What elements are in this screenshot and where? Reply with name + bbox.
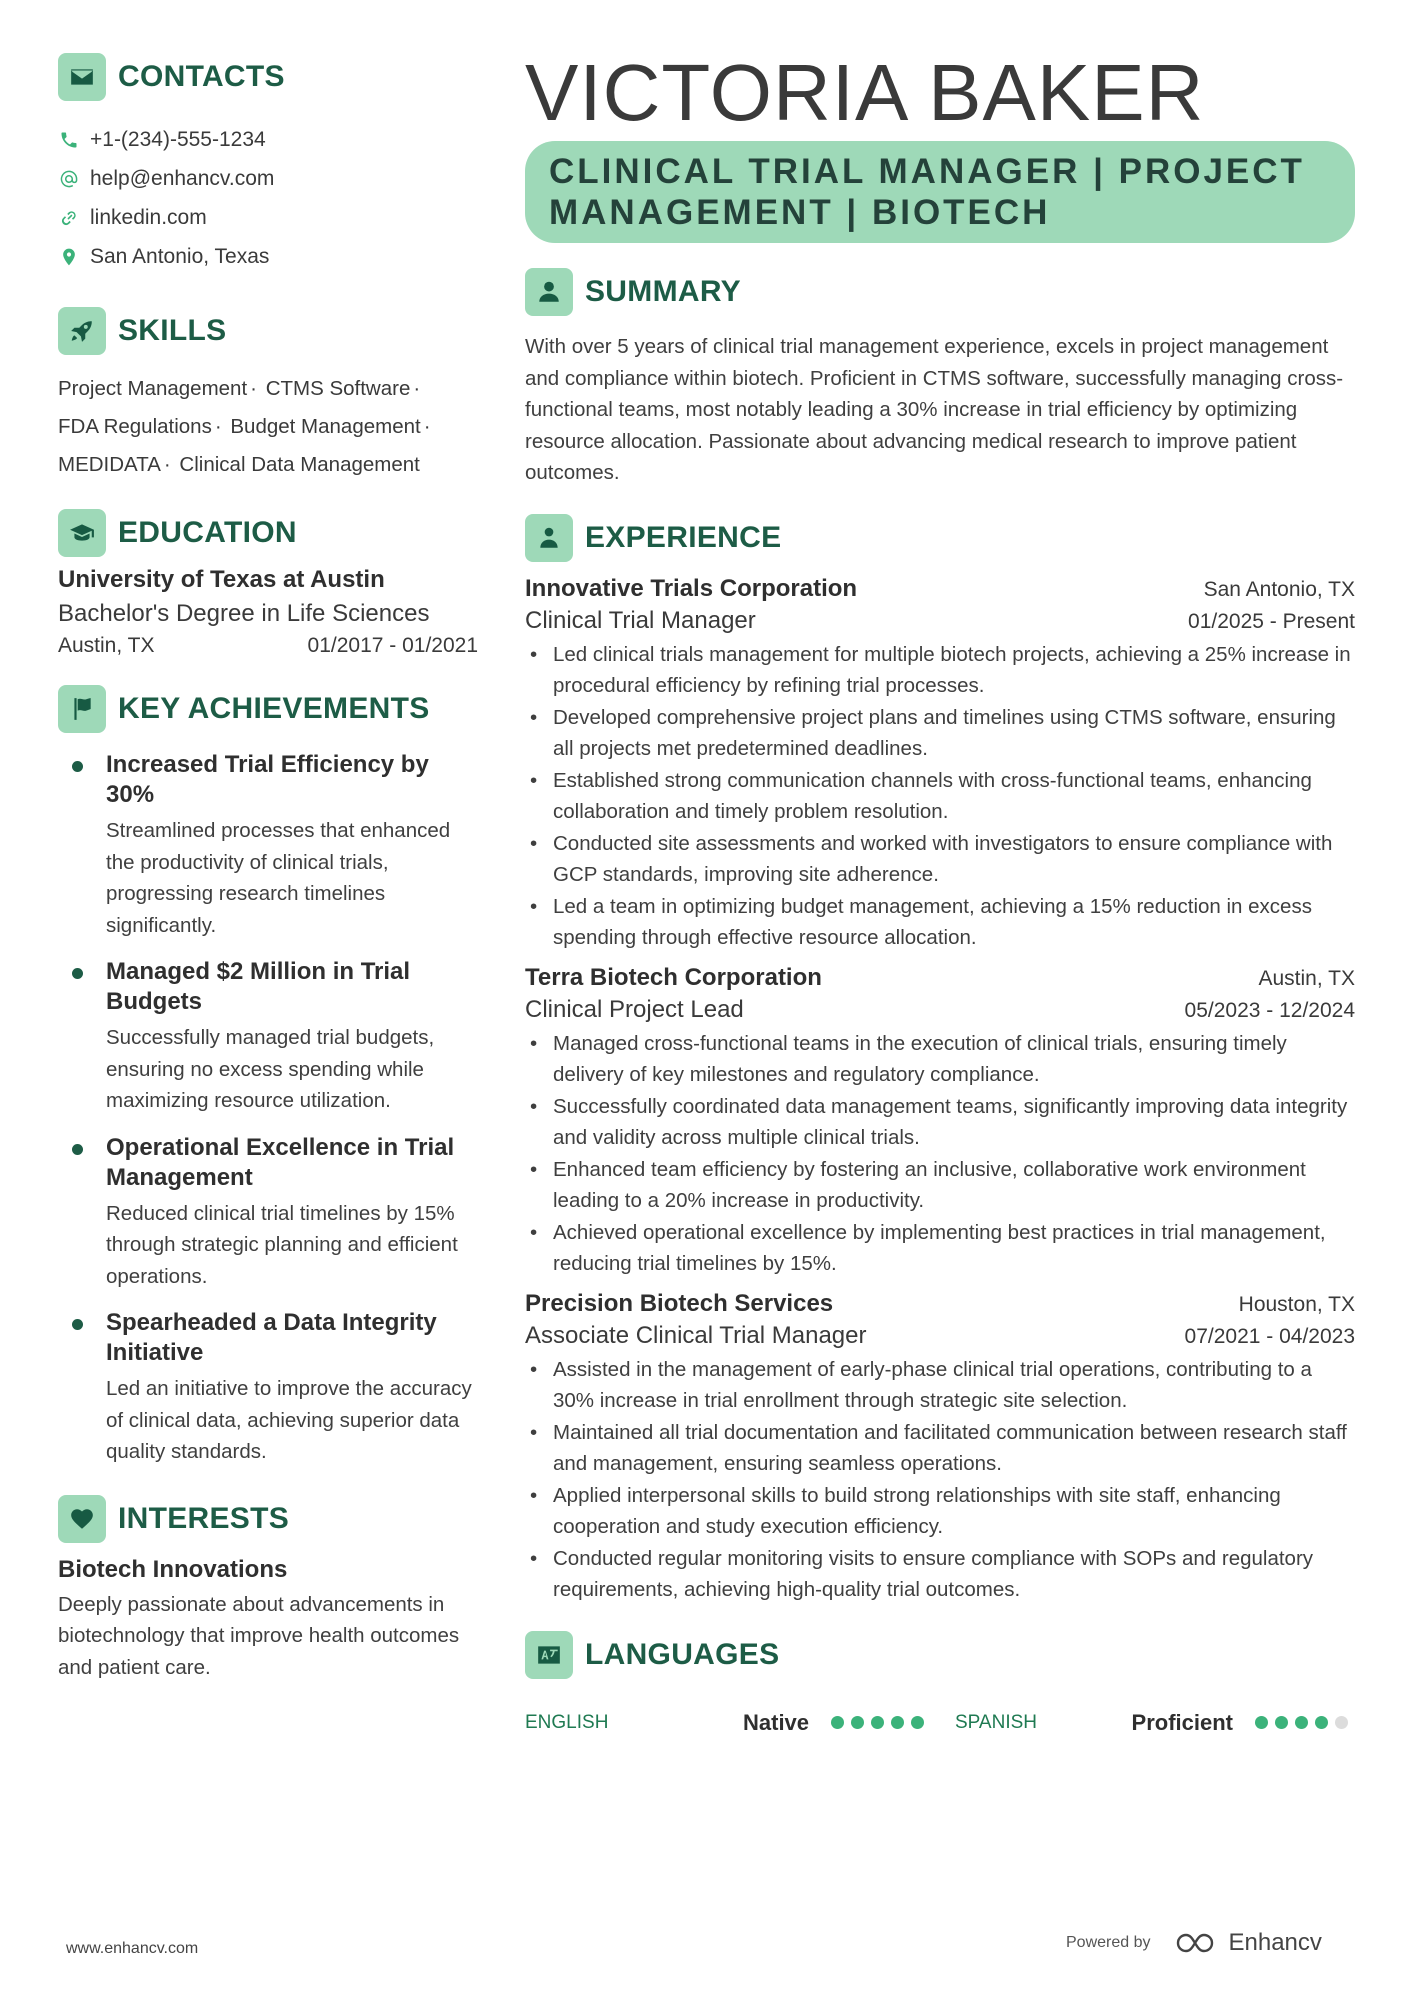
experience-header [525,513,1355,563]
education-header [58,508,478,558]
graduation-cap-icon [58,509,106,557]
language-item [525,1710,955,1736]
rating-dot [831,1716,844,1729]
job-bullet: • Successfully coordinated data management teams, significantly improving data integrity and validity across multiple clinical trials. [525,1091,1355,1154]
achievement-desc: Successfully managed trial budgets, ensuring no excess spending while maximizing resource utilization. [106,1026,435,1112]
skill-item: MEDIDATA [58,453,161,476]
job-bullet: • Developed comprehensive project plans and timelines using CTMS software, ensuring all projects met predetermined deadlines. [525,702,1355,765]
skill-item: FDA Regulations [58,415,212,438]
contact-linkedin[interactable] [58,198,478,237]
language-rating [1255,1716,1355,1729]
achievement-title: Increased Trial Efficiency by 30% [106,751,429,808]
achievement-desc: Streamlined processes that enhanced the productivity of clinical trials, progressing research timelines significantly. [106,819,451,937]
job-bullet: • Achieved operational excellence by implementing best practices in trial management, reducing trial timelines by 15%. [525,1217,1355,1280]
job-bullets [525,1354,1355,1606]
skill-item: Clinical Data Management [179,453,420,476]
linkedin-text: linkedin.com [90,205,207,229]
rating-dot [1315,1716,1328,1729]
summary-header [525,267,1355,317]
powered-by-text: Powered by [1066,1934,1151,1951]
job-company: Innovative Trials Corporation [525,574,858,602]
achievement-item [58,750,478,941]
skill-item: Project Management [58,377,248,400]
language-item [955,1710,1355,1736]
summary-section [525,267,1355,489]
job-location: Austin, TX [1258,966,1355,990]
interest-title: Biotech Innovations [58,1555,288,1583]
achievements-header [58,684,478,734]
contact-email[interactable] [58,159,478,198]
envelope-icon [58,53,106,101]
job-bullet: • Applied interpersonal skills to build strong relationships with site staff, enhancing cooperation and study execution efficiency. [525,1480,1355,1543]
job-bullets [525,639,1355,954]
location-text: San Antonio, Texas [90,244,270,268]
achievement-item [58,957,478,1117]
bullet-dot [72,1319,83,1330]
footer-website[interactable]: www.enhancv.com [66,1940,199,1957]
right-column [525,45,1355,1736]
section-title: CONTACTS [118,60,285,93]
job-dates: 01/2025 - Present [1188,609,1355,633]
language-level: Proficient [1131,1709,1233,1735]
job-bullet: • Enhanced team efficiency by fostering an inclusive, collaborative work environment leading to a 20% increase in productivity. [525,1154,1355,1217]
bullet-dot [72,761,83,772]
achievement-desc: Led an initiative to improve the accuracy of clinical data, achieving superior data quality standards. [106,1377,472,1463]
job-bullet: • Led clinical trials management for multiple biotech projects, achieving a 25% increase in procedural efficiency by refining trial processes. [525,639,1355,702]
link-icon [58,207,80,229]
skills-list: Project Management · CTMS Software · FDA Regulations · Budget Management · MEDIDATA · Clinical Data Management [58,377,431,476]
rating-dot [1295,1716,1308,1729]
rating-dot [851,1716,864,1729]
languages-header [525,1630,1355,1680]
job-entry [525,575,1355,954]
section-title: EDUCATION [118,516,297,549]
achievement-item [58,1133,478,1293]
bullet-dot [72,1144,83,1155]
brand-logo[interactable] [1175,1929,1322,1957]
interests-header [58,1494,478,1544]
achievement-title: Spearheaded a Data Integrity Initiative [106,1309,437,1366]
rating-dot [911,1716,924,1729]
job-role: Clinical Project Lead [525,995,744,1023]
rating-dot [891,1716,904,1729]
job-entry [525,964,1355,1280]
job-bullets [525,1028,1355,1280]
education-dates: 01/2017 - 01/2021 [307,634,478,657]
experience-section [525,513,1355,1606]
skill-item: Budget Management [230,415,421,438]
languages-section [525,1630,1355,1736]
briefcase-user-icon [525,514,573,562]
enhancv-logo-icon [1175,1930,1221,1956]
language-name: ENGLISH [525,1711,609,1733]
footer-branding [1066,1929,1322,1957]
email-text: help@enhancv.com [90,166,275,190]
interest-desc: Deeply passionate about advancements in biotechnology that improve health outcomes and patient care. [58,1592,460,1679]
section-title: SKILLS [118,314,227,347]
job-role: Associate Clinical Trial Manager [525,1321,867,1349]
education-section [58,508,478,658]
section-title: LANGUAGES [585,1637,780,1671]
contacts-section [58,52,478,276]
job-location: Houston, TX [1238,1292,1355,1316]
user-icon [525,268,573,316]
candidate-name: VICTORIA BAKER [525,48,1205,137]
job-bullet: • Led a team in optimizing budget management, achieving a 15% reduction in excess spending through effective resource allocation. [525,891,1355,954]
job-bullet: • Managed cross-functional teams in the execution of clinical trials, ensuring timely delivery of key milestones and regulatory compliance. [525,1028,1355,1091]
job-bullet: • Conducted site assessments and worked with investigators to ensure compliance with GCP standards, improving site adherence. [525,828,1355,891]
language-name: SPANISH [955,1711,1038,1733]
section-title: EXPERIENCE [585,520,782,554]
skills-header [58,306,478,356]
achievement-title: Managed $2 Million in Trial Budgets [106,958,411,1015]
education-degree: Bachelor's Degree in Life Sciences [58,600,430,627]
at-sign-icon [58,168,80,190]
section-title: SUMMARY [585,275,741,308]
translate-icon [525,1631,573,1679]
job-company: Precision Biotech Services [525,1289,834,1317]
job-bullet: • Established strong communication channels with cross-functional teams, enhancing collaboration and timely problem resolution. [525,765,1355,828]
achievements-section [58,684,478,1468]
rating-dot [1255,1716,1268,1729]
job-dates: 05/2023 - 12/2024 [1184,998,1355,1022]
phone-text: +1-(234)-555-1234 [90,127,266,151]
rating-dot [1335,1716,1348,1729]
skills-section [58,306,478,484]
job-entry [525,1290,1355,1606]
achievement-item [58,1308,478,1468]
phone-icon [58,129,80,151]
achievement-title: Operational Excellence in Trial Management [106,1133,455,1191]
left-column [58,52,478,1683]
headline-banner: CLINICAL TRIAL MANAGER | PROJECT MANAGEMENT | BIOTECH [525,141,1355,243]
rating-dot [871,1716,884,1729]
bullet-dot [72,968,83,979]
language-rating [831,1716,931,1729]
map-pin-icon [58,246,80,268]
job-bullet: • Conducted regular monitoring visits to ensure compliance with SOPs and regulatory requirements, achieving high-quality trial outcomes. [525,1543,1355,1606]
job-dates: 07/2021 - 04/2023 [1184,1324,1355,1348]
rating-dot [1275,1716,1288,1729]
section-title: INTERESTS [118,1501,290,1535]
rocket-icon [58,307,106,355]
education-location: Austin, TX [58,634,155,657]
contact-phone[interactable] [58,120,478,159]
job-bullet: • Maintained all trial documentation and facilitated communication between research staff and management, ensuring seamless operations. [525,1417,1355,1480]
brand-name: Enhancv [1228,1929,1322,1956]
summary-text: With over 5 years of clinical trial management experience, excels in project management and compliance within biotech. Proficient in CTMS software, successfully managing cross-functional teams, most notably leading a 30% increase in trial efficiency by optimizing resource allocation. Passionate about advancing medical research to improve patient outcomes. [525,335,1344,484]
heart-icon [58,1495,106,1543]
achievement-desc: Reduced clinical trial timelines by 15% through strategic planning and efficient operations. [106,1201,458,1288]
education-school: University of Texas at Austin [58,566,385,593]
job-location: San Antonio, TX [1203,577,1355,601]
job-role: Clinical Trial Manager [525,606,756,634]
section-title: KEY ACHIEVEMENTS [118,692,430,725]
job-company: Terra Biotech Corporation [525,963,822,991]
languages-list [525,1710,1355,1736]
job-bullet: • Assisted in the management of early-phase clinical trial operations, contributing to a 30% increase in trial enrollment through strategic site selection. [525,1354,1355,1417]
language-level: Native [743,1709,810,1735]
contact-location [58,237,478,276]
flag-icon [58,685,106,733]
interests-section [58,1494,478,1684]
skill-item: CTMS Software [265,377,411,400]
contacts-header [58,52,478,102]
